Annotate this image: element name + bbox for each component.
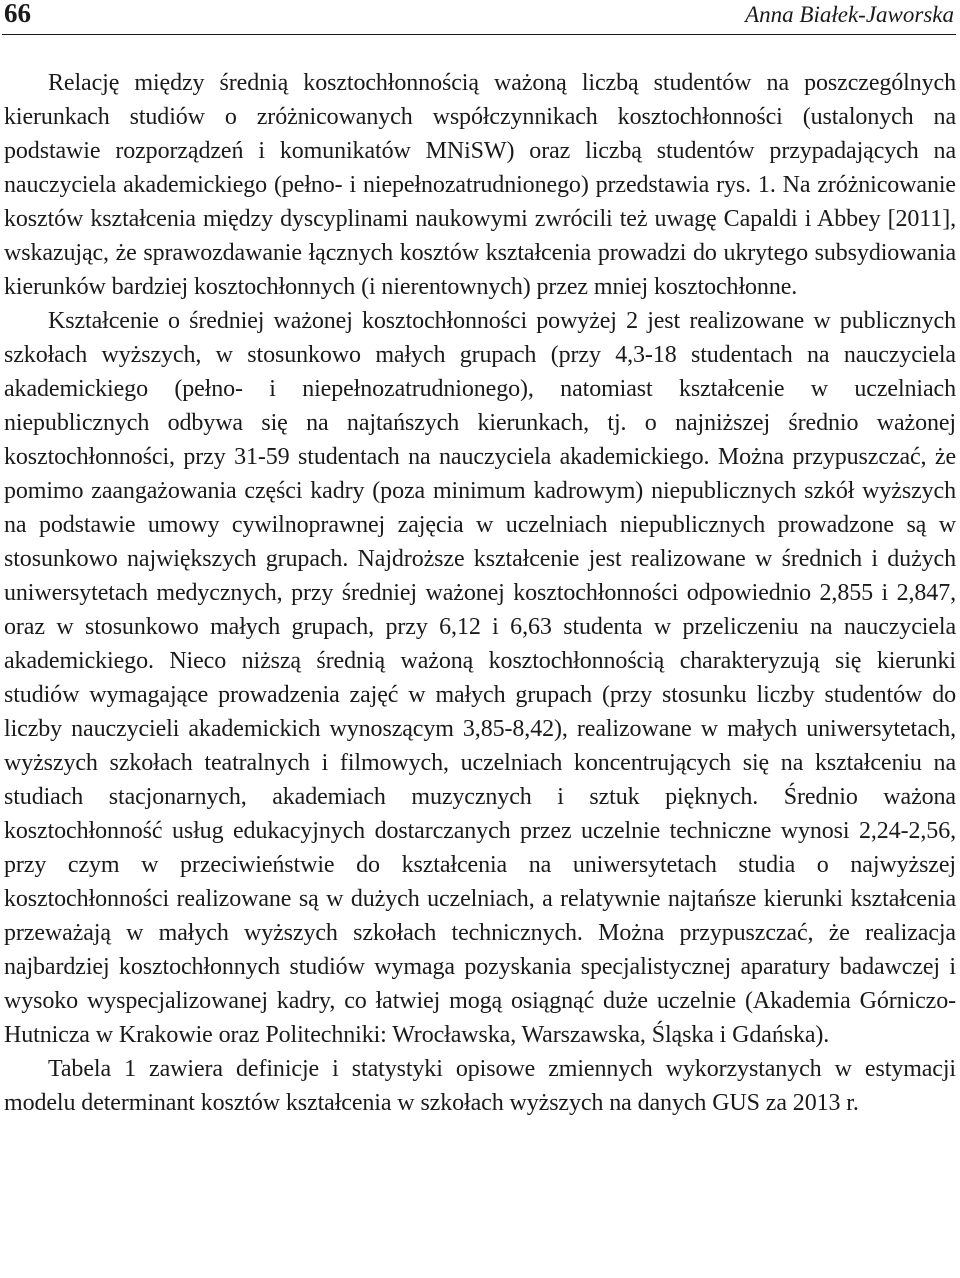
header-divider <box>2 34 956 35</box>
page-header <box>0 0 960 32</box>
paragraph-2: Kształcenie o średniej ważonej kosztochłonności powyżej 2 jest realizowane w publicznych szkołach wyższych, w stosunkowo małych grupach (przy 4,3-18 studentach na nauczyciela akademickiego (pełno- i niepełnozatrudnionego), natomiast kształcenie w uczelniach niepublicznych odbywa się na najtańszych kierunkach, tj. o najniższej średnio ważonej kosztochłonności, przy 31-59 studentach na nauczyciela akademickiego. Można przypuszczać, że pomimo zaangażowania części kadry (poza minimum kadrowym) niepublicznych szkół wyższych na podstawie umowy cywilnoprawnej zajęcia w uczelniach niepublicznych prowadzone są w stosunkowo największych grupach. Najdroższe kształcenie jest realizowane w średnich i dużych uniwersytetach medycznych, przy średniej ważonej kosztochłonności odpowiednio 2,855 i 2,847, oraz w stosunkowo małych grupach, przy 6,12 i 6,63 studenta w przeliczeniu na nauczyciela akademickiego. Nieco niższą średnią ważoną kosztochłonnością charakteryzują się kierunki studiów wymagające prowadzenia zajęć w małych grupach (przy stosunku liczby studentów do liczby nauczycieli akademickich wynoszącym 3,85-8,42), realizowane w małych uniwersytetach, wyższych szkołach teatralnych i filmowych, uczelniach koncentrujących się na kształceniu na studiach stacjonarnych, akademiach muzycznych i sztuk pięknych. Średnio ważona kosztochłonność usług edukacyjnych dostarczanych przez uczelnie techniczne wynosi 2,24-2,56, przy czym w przeciwieństwie do kształcenia na uniwersytetach studia o najwyższej kosztochłonności realizowane są w dużych uczelniach, a relatywnie najtańsze kierunki kształcenia przeważają w małych wyższych szkołach technicznych. Można przypuszczać, że realizacja najbardziej kosztochłonnych studiów wymaga pozyskania specjalistycznej aparatury badawczej i wysoko wyspecjalizowanej kadry, co łatwiej mogą osiągnąć duże uczelnie (Akademia Górniczo-Hutnicza w Krakowie oraz Politechniki: Wrocławska, Warszawska, Śląska i Gdańska). <box>4 308 956 1048</box>
paragraph-3: Tabela 1 zawiera definicje i statystyki opisowe zmiennych wykorzystanych w estymacji modelu determinant kosztów kształcenia w szkołach wyższych na danych GUS za 2013 r. <box>4 1056 956 1116</box>
running-head-author: Anna Białek-Jaworska <box>745 2 954 27</box>
paragraph-1: Relację między średnią kosztochłonnością ważoną liczbą studentów na poszczególnych kierunkach studiów o zróżnicowanych współczynnikach kosztochłonności (ustalonych na podstawie rozporządzeń i komunikatów MNiSW) oraz liczbą studentów przypadających na nauczyciela akademickiego (pełno- i niepełnozatrudnionego) przedstawia rys. 1. Na zróżnicowanie kosztów kształcenia między dyscyplinami naukowymi zwrócili też uwagę Capaldi i Abbey [2011], wskazując, że sprawozdawanie łącznych kosztów kształcenia prowadzi do ukrytego subsydiowania kierunków bardziej kosztochłonnych (i nierentownych) przez mniej kosztochłonne. <box>4 70 956 300</box>
page-number: 66 <box>4 0 31 28</box>
body-text <box>4 66 956 1120</box>
